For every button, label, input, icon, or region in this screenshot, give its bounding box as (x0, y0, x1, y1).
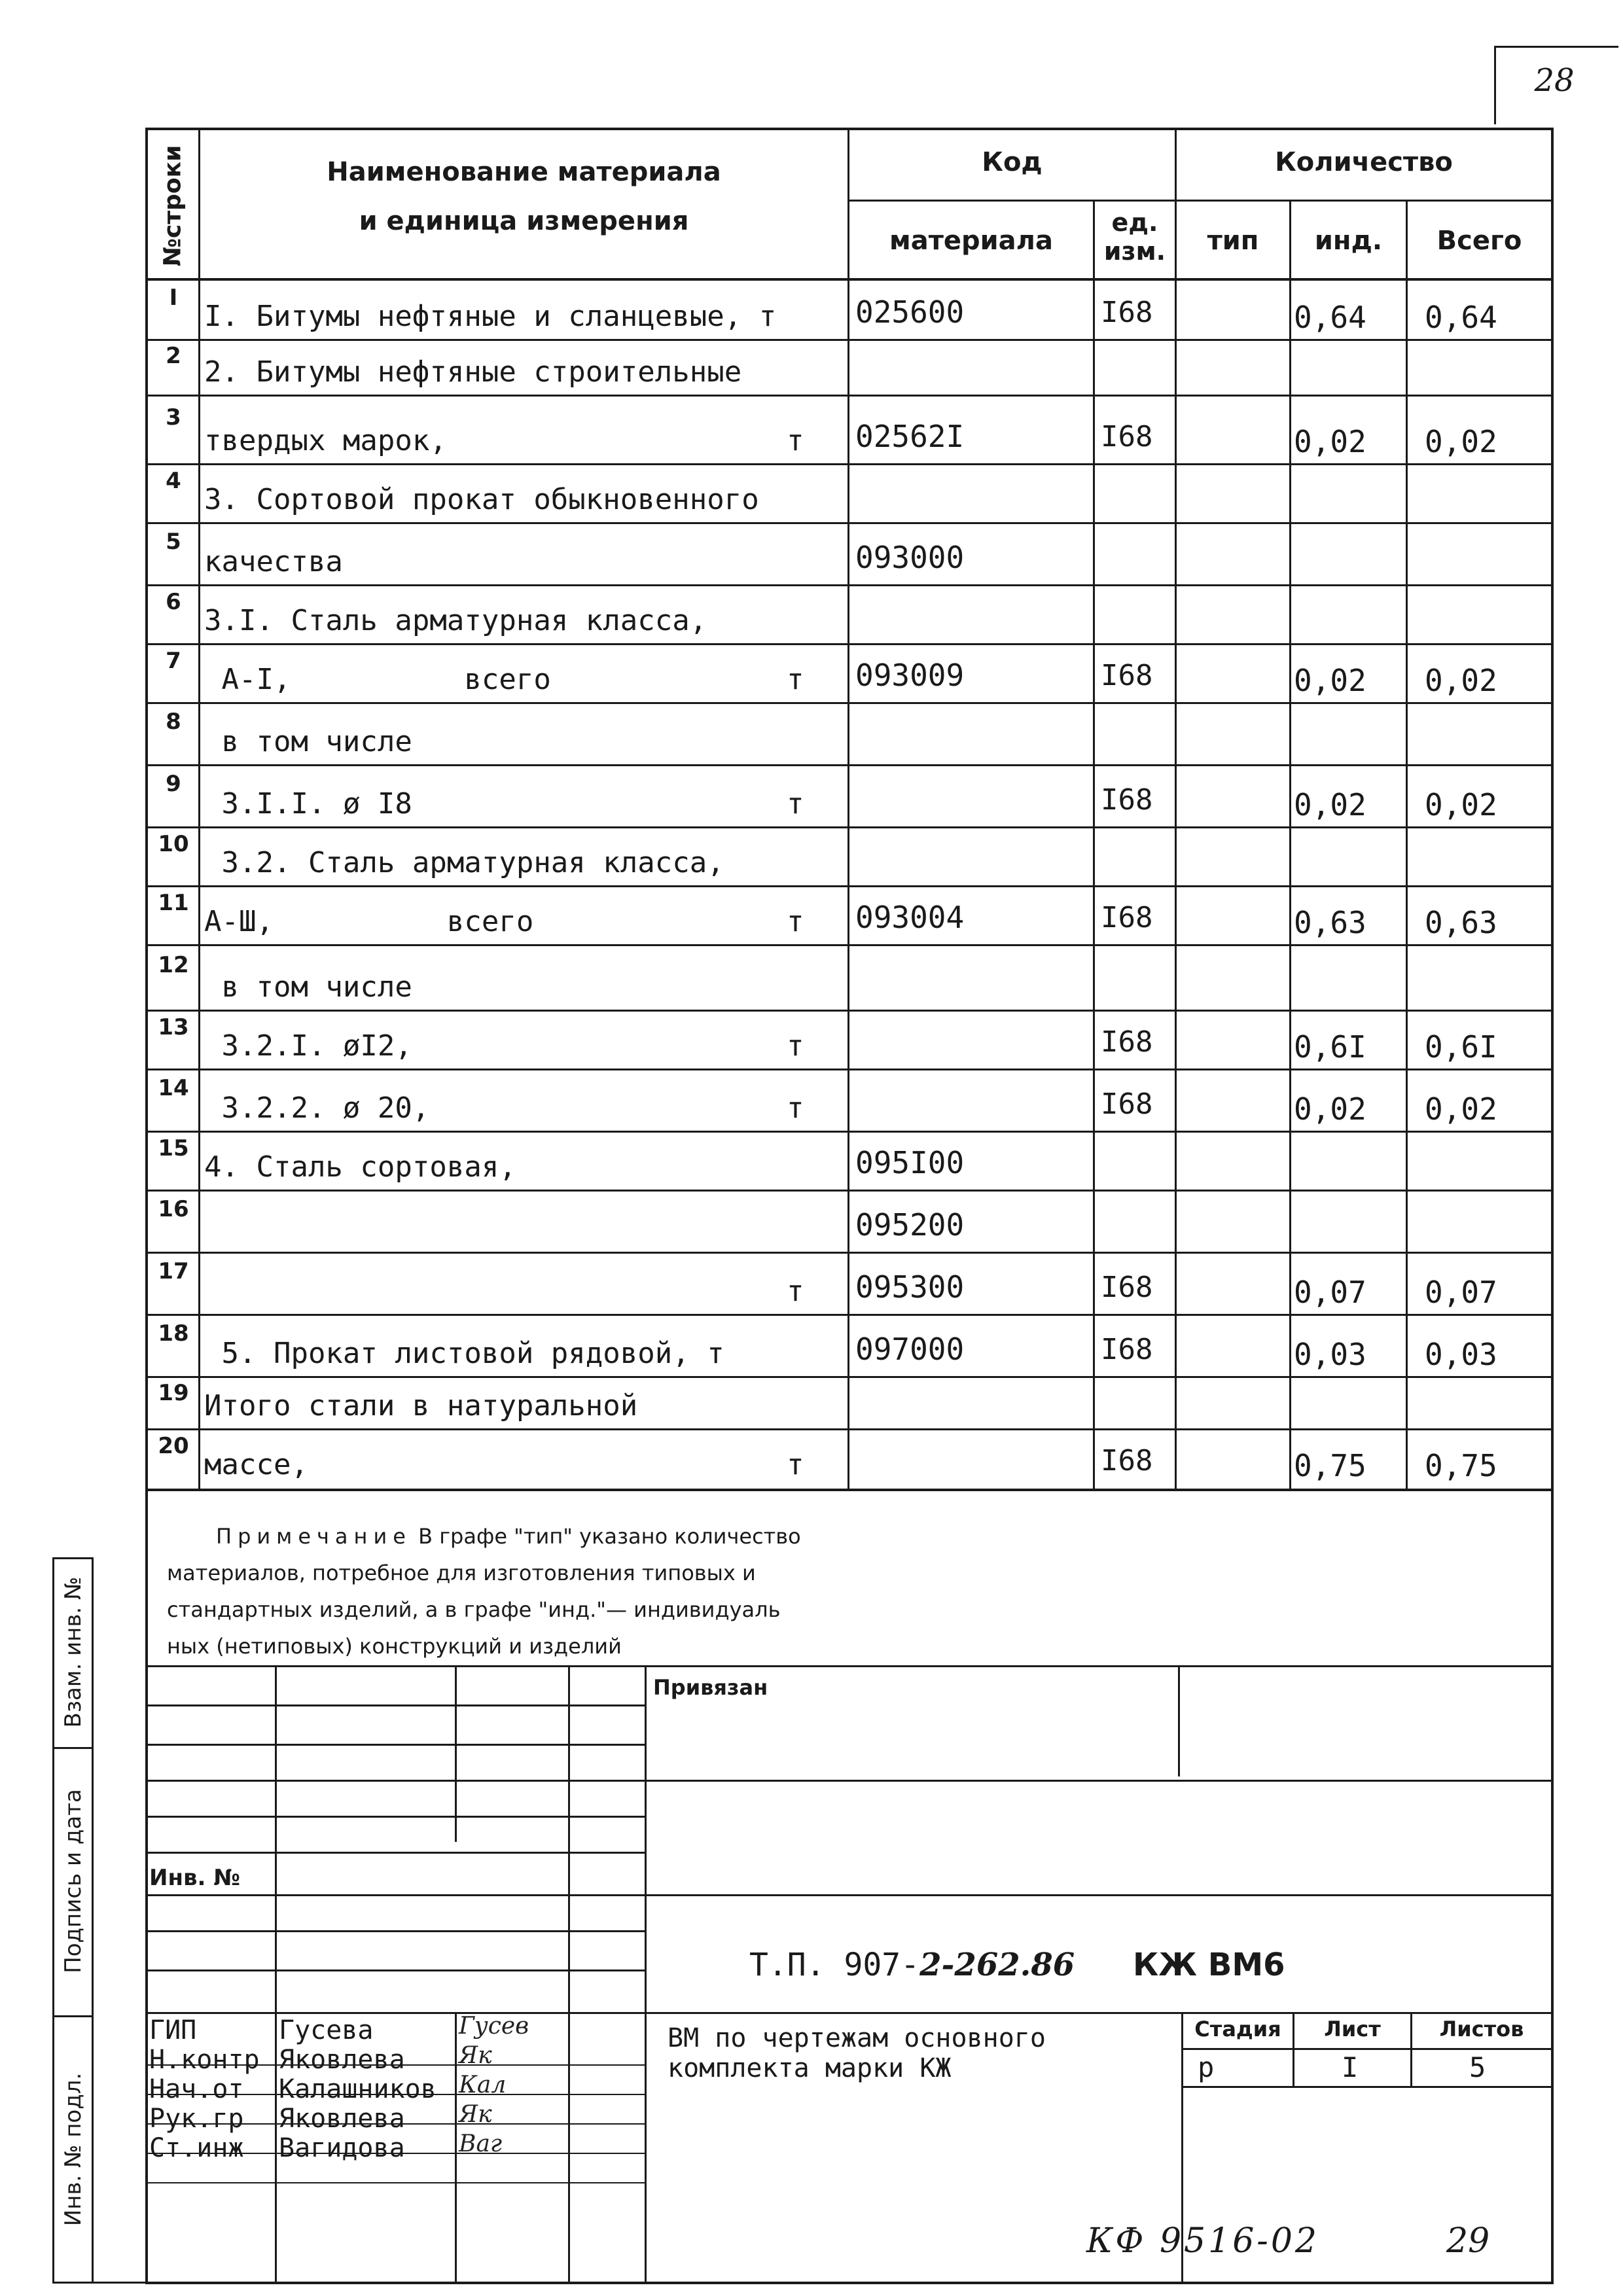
row-number: 18 (158, 1320, 189, 1347)
table-row (145, 465, 1554, 523)
sheets-label: Листов (1439, 2017, 1524, 2041)
material-name: в том числе (204, 725, 412, 758)
table-row (145, 828, 1554, 887)
signature-role: ГИП (149, 2015, 197, 2045)
material-name: качества (204, 545, 343, 578)
unit-code: I68 (1101, 420, 1153, 453)
material-unit: т (787, 1275, 804, 1308)
quantity-total: 0,64 (1425, 300, 1497, 335)
sheets-value: 5 (1469, 2051, 1486, 2083)
signature-name: Яковлева (279, 2045, 405, 2075)
unit-code: I68 (1101, 1444, 1153, 1477)
privyazan-label: Привязан (653, 1675, 768, 1700)
row-number: 7 (166, 648, 181, 674)
row-number: 17 (158, 1258, 189, 1284)
footer-page-number: 29 (1446, 2221, 1490, 2261)
row-number: 6 (166, 589, 181, 615)
table-row (145, 586, 1554, 645)
quantity-ind: 0,02 (1294, 787, 1366, 822)
row-number: 15 (158, 1135, 189, 1161)
material-code: 097000 (855, 1332, 965, 1367)
row-number: 3 (166, 404, 181, 431)
note-line3: стандартных изделий, а в графе "инд."— индивидуаль (167, 1597, 781, 1622)
quantity-ind: 0,6I (1294, 1029, 1366, 1065)
quantity-ind: 0,75 (1294, 1448, 1366, 1483)
unit-code: I68 (1101, 901, 1153, 934)
quantity-total: 0,02 (1425, 663, 1497, 698)
unit-code: I68 (1101, 1333, 1153, 1366)
table-row (145, 1430, 1554, 1489)
document-code (749, 1947, 1285, 1983)
unit-code: I68 (1101, 1087, 1153, 1121)
page-number-top: 28 (1534, 62, 1575, 99)
row-number: 11 (158, 890, 189, 916)
unit-code-header-1: ед. (1111, 208, 1158, 237)
material-name: А-I, всего (204, 663, 551, 696)
handwritten-signature: Гусев (459, 2013, 529, 2040)
unit-code: I68 (1101, 296, 1153, 329)
sheet-value: I (1342, 2051, 1359, 2083)
handwritten-signature: Ваг (459, 2130, 503, 2157)
signature-row (148, 2015, 645, 2045)
material-code: 095200 (855, 1207, 965, 1243)
table-row (145, 1011, 1554, 1070)
material-code: 093009 (855, 658, 965, 693)
sheet-label: Лист (1324, 2017, 1381, 2041)
material-name: I. Битумы нефтяные и сланцевые, т (204, 300, 777, 333)
table-row (145, 1132, 1554, 1191)
document-code-prefix: Т.П. 907- (749, 1947, 920, 1983)
table-row (145, 645, 1554, 703)
material-name: 4. Сталь сортовая, (204, 1150, 516, 1184)
row-number: 14 (158, 1074, 189, 1101)
quantity-ind: 0,03 (1294, 1337, 1366, 1372)
signature-role: Нач.от (149, 2074, 244, 2104)
document-mark: КЖ ВМ6 (1133, 1947, 1285, 1983)
type-header: тип (1207, 226, 1259, 256)
quantity-total: 0,02 (1425, 424, 1497, 459)
table-row (145, 1315, 1554, 1377)
row-number: 2 (166, 343, 181, 369)
unit-code: I68 (1101, 1025, 1153, 1059)
signature-role: Н.контр (149, 2045, 260, 2075)
table-row (145, 1253, 1554, 1315)
side-label-original-inv: Инв. № подл. (60, 2072, 86, 2227)
material-name-header-2: и единица измерения (359, 206, 689, 236)
material-name: 3.I. Сталь арматурная класса, (204, 604, 707, 637)
material-code-header: материала (889, 226, 1053, 256)
note (167, 1518, 801, 1665)
quantity-ind: 0,02 (1294, 1091, 1366, 1127)
total-header: Всего (1436, 226, 1522, 256)
row-number: 16 (158, 1195, 189, 1222)
unit-code: I68 (1101, 783, 1153, 817)
signature-row (148, 2074, 645, 2104)
quantity-total: 0,07 (1425, 1275, 1497, 1310)
quantity-ind: 0,64 (1294, 300, 1366, 335)
quantity-ind: 0,02 (1294, 424, 1366, 459)
signature-row (148, 2130, 645, 2163)
quantity-header: Количество (1275, 147, 1453, 177)
quantity-total: 0,63 (1425, 905, 1497, 940)
signature-role: Ст.инж (149, 2133, 244, 2163)
material-code: 025600 (855, 294, 965, 330)
row-number: 9 (166, 770, 181, 797)
material-name: Итого стали в натуральной (204, 1389, 638, 1422)
signature-name: Калашников (279, 2074, 437, 2104)
material-code: 095300 (855, 1269, 965, 1305)
note-line2: материалов, потребное для изготовления типовых и (167, 1561, 756, 1585)
row-number: I (169, 284, 178, 311)
material-name: А-Ш, всего (204, 905, 534, 938)
row-number: 5 (166, 528, 181, 555)
material-unit: т (787, 1448, 804, 1481)
signature-name: Яковлева (279, 2104, 405, 2134)
material-unit: т (787, 663, 804, 696)
material-name: 3.2.I. øI2, (204, 1029, 412, 1063)
row-number-header: №строки (159, 145, 187, 267)
table-row (145, 396, 1554, 465)
material-name: твердых марок, (204, 424, 447, 457)
table-row (145, 1070, 1554, 1132)
signature-name: Гусева (279, 2015, 374, 2045)
material-name: 2. Битумы нефтяные строительные (204, 355, 742, 389)
material-unit: т (787, 905, 804, 938)
stage-value: р (1198, 2051, 1215, 2083)
unit-code: I68 (1101, 659, 1153, 692)
handwritten-signature: Як (459, 2101, 492, 2128)
inventory-number-label: Инв. № (149, 1865, 241, 1891)
quantity-total: 0,02 (1425, 1091, 1497, 1127)
material-name-header-1: Наименование материала (327, 157, 721, 187)
footer-document-code: КФ 9516-02 (1086, 2221, 1320, 2261)
table-row (145, 523, 1554, 586)
material-unit: т (787, 1029, 804, 1063)
table-row (145, 703, 1554, 766)
quantity-ind: 0,63 (1294, 905, 1366, 940)
table-row (145, 766, 1554, 828)
material-name: 3.2.2. ø 20, (204, 1091, 430, 1125)
table-row (145, 945, 1554, 1011)
table-row (145, 281, 1554, 340)
material-name: 3. Сортовой прокат обыкновенного (204, 483, 759, 516)
material-name: массе, (204, 1448, 308, 1481)
side-label-signature-date: Подпись и дата (60, 1789, 86, 1973)
quantity-ind: 0,07 (1294, 1275, 1366, 1310)
quantity-total: 0,03 (1425, 1337, 1497, 1372)
table-row (145, 887, 1554, 945)
row-number: 13 (158, 1014, 189, 1040)
handwritten-signature: Кал (459, 2072, 507, 2098)
note-label: Примечание (216, 1524, 412, 1549)
material-name: 3.I.I. ø I8 (204, 787, 412, 821)
material-name: 3.2. Сталь арматурная класса, (204, 846, 724, 879)
unit-code-header-2: изм. (1103, 237, 1166, 266)
material-code: 095I00 (855, 1145, 965, 1180)
material-name: в том числе (204, 970, 412, 1004)
row-number: 10 (158, 831, 189, 857)
quantity-total: 0,6I (1425, 1029, 1497, 1065)
material-unit: т (787, 787, 804, 821)
material-unit: т (787, 424, 804, 457)
handwritten-signature: Як (459, 2042, 492, 2069)
material-code: 093000 (855, 540, 965, 575)
material-code: 02562I (855, 419, 965, 454)
document-code-number: 2-262.86 (919, 1947, 1075, 1983)
material-unit: т (787, 1091, 804, 1125)
stage-label: Стадия (1194, 2017, 1281, 2041)
document-title-1: ВМ по чертежам основного (668, 2023, 1046, 2053)
ind-header: инд. (1314, 226, 1383, 256)
row-number: 19 (158, 1380, 189, 1406)
quantity-ind: 0,02 (1294, 663, 1366, 698)
table-row (145, 1377, 1554, 1430)
signature-name: Вагидова (279, 2133, 405, 2163)
row-number: 20 (158, 1433, 189, 1459)
note-line4: ных (нетиповых) конструкций и изделий (167, 1634, 622, 1659)
note-line1: В графе "тип" указано количество (418, 1524, 801, 1549)
quantity-total: 0,02 (1425, 787, 1497, 822)
document-title-2: комплекта марки КЖ (668, 2053, 952, 2083)
signature-row (148, 2042, 645, 2075)
row-number: 12 (158, 952, 189, 978)
table-row (145, 1191, 1554, 1253)
code-header: Код (982, 147, 1043, 177)
quantity-total: 0,75 (1425, 1448, 1497, 1483)
side-label-replacement: Взам. инв. № (60, 1576, 86, 1728)
unit-code: I68 (1101, 1271, 1153, 1304)
signature-role: Рук.гр (149, 2104, 244, 2134)
row-number: 4 (166, 468, 181, 494)
material-code: 093004 (855, 900, 965, 935)
signature-row (148, 2101, 645, 2134)
material-name: 5. Прокат листовой рядовой, т (204, 1337, 724, 1370)
row-number: 8 (166, 708, 181, 735)
table-row (145, 340, 1554, 396)
